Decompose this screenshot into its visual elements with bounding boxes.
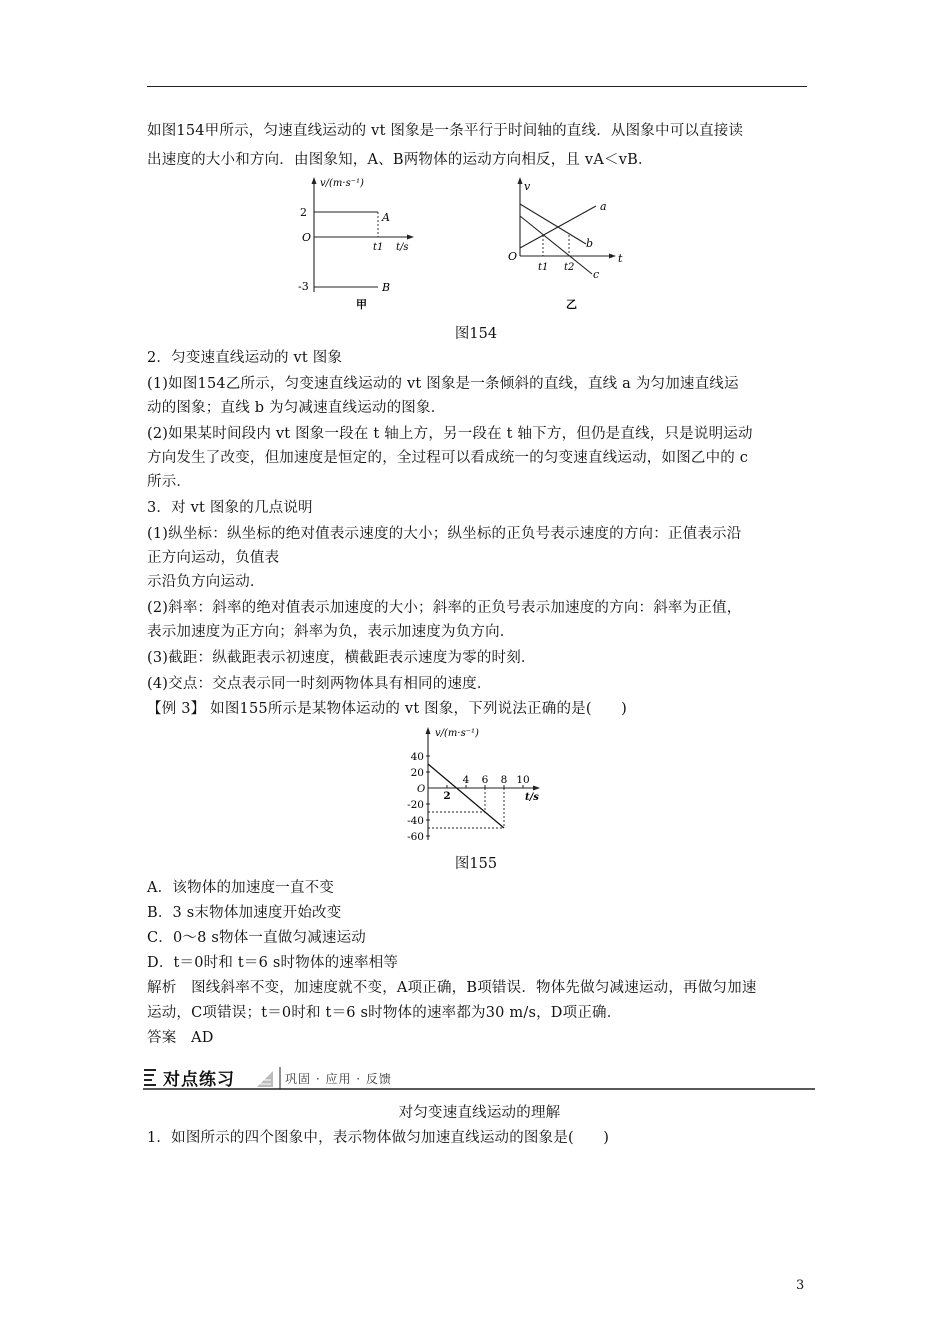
figure-155-caption: 图155 xyxy=(454,856,498,872)
intro-line-2: 出速度的大小和方向．由图象知，A、B两物体的运动方向相反，且 vA＜vB． xyxy=(147,152,653,168)
practice-topic: 对匀变速直线运动的理解 xyxy=(398,1105,561,1121)
header-rule xyxy=(147,86,807,87)
practice-title: 对点练习 xyxy=(163,1070,235,1090)
yi-t2: t2 xyxy=(564,262,575,273)
practice-question-1: 1．如图所示的四个图象中，表示物体做匀加速直线运动的图象是( ) xyxy=(147,1130,610,1146)
intro-line-1: 如图154甲所示，匀速直线运动的 vt 图象是一条平行于时间轴的直线．从图象中可以直接读 xyxy=(147,123,744,139)
sec2-p2b: 方向发生了改变，但加速度是恒定的，全过程可以看成统一的匀变速直线运动，如图乙中的 c xyxy=(147,450,749,466)
practice-section-header xyxy=(143,1063,815,1091)
jia-name: 甲 xyxy=(356,298,367,311)
sec3-p1a: (1)纵坐标：纵坐标的绝对值表示速度的大小；纵坐标的正负号表示速度的方向：正值表示沿 xyxy=(147,526,742,542)
sec3-p4: (4)交点：交点表示同一时刻两物体具有相同的速度． xyxy=(147,676,492,692)
option-d: D．t＝0时和 t＝6 s时物体的速率相等 xyxy=(147,955,399,971)
figure-154-yi xyxy=(500,172,640,312)
sec2-p2a: (2)如果某时间段内 vt 图象一段在 t 轴上方，另一段在 t 轴下方，但仍是直线，只是说明运动 xyxy=(147,426,753,442)
chart155-origin: O xyxy=(417,784,426,795)
figure-155 xyxy=(395,722,560,848)
chart155-ytick-label: -60 xyxy=(407,831,424,843)
sec3-p2a: (2)斜率：斜率的绝对值表示加速度的大小；斜率的正负号表示加速度的方向：斜率为正值， xyxy=(147,600,742,616)
sec3-p2b: 表示加速度为正方向；斜率为负，表示加速度为负方向． xyxy=(147,624,515,640)
chart155-ytick-label: -40 xyxy=(407,815,424,827)
jia-t1: t1 xyxy=(373,242,384,253)
yi-origin: O xyxy=(508,250,518,263)
chart155-xtick-label: 10 xyxy=(516,774,530,786)
option-b: B．3 s末物体加速度开始改变 xyxy=(147,905,342,921)
jia-label-b: B xyxy=(382,281,391,294)
chart155-xlabel: t/s xyxy=(525,792,539,803)
option-a: A．该物体的加速度一直不变 xyxy=(147,880,335,896)
chart155-ytick-label: 40 xyxy=(410,751,424,763)
sec3-p3: (3)截距：纵截距表示初速度，横截距表示速度为零的时刻． xyxy=(147,650,536,666)
jia-ylabel: v/(m·s⁻¹) xyxy=(320,178,364,189)
chart155-ytick-label: -20 xyxy=(407,799,424,811)
chart155-xtick-label: 6 xyxy=(481,774,489,786)
yi-xlabel: t xyxy=(618,252,623,265)
sec2-p2c: 所示． xyxy=(147,474,192,490)
chart155-ytick-label: 20 xyxy=(410,767,424,779)
yi-label-a: a xyxy=(600,200,607,213)
yi-ylabel: v xyxy=(524,180,531,193)
sec3-p1c: 示沿负方向运动． xyxy=(147,574,265,590)
sec2-p1b: 动的图象；直线 b 为匀减速直线运动的图象． xyxy=(147,400,446,416)
jia-ytick-neg3: -3 xyxy=(298,280,309,293)
yi-name: 乙 xyxy=(566,298,577,311)
chart155-xtick-label: 8 xyxy=(500,774,508,786)
option-c: C．0～8 s物体一直做匀减速运动 xyxy=(147,930,366,946)
jia-xlabel: t/s xyxy=(396,242,409,253)
example-3-question: 【例 3】 如图155所示是某物体运动的 vt 图象，下列说法正确的是( ) xyxy=(147,701,627,717)
chart155-xtick-label: 2 xyxy=(443,790,451,802)
analysis-line-1: 解析 图线斜率不变，加速度就不变，A项正确，B项错误．物体先做匀减速运动，再做匀加速 xyxy=(147,980,757,996)
jia-origin: O xyxy=(302,231,312,244)
yi-t1: t1 xyxy=(538,262,549,273)
analysis-line-2: 运动，C项错误；t＝0时和 t＝6 s时物体的速率都为30 m/s，D项正确． xyxy=(147,1005,622,1021)
chart155-xtick-label: 4 xyxy=(462,774,470,786)
sec3-p1b: 正方向运动，负值表 xyxy=(147,550,280,566)
sec3-heading: 3．对 vt 图象的几点说明 xyxy=(147,500,313,516)
yi-label-c: c xyxy=(593,268,600,281)
figure-154-caption: 图154 xyxy=(454,326,498,342)
sec2-heading: 2．匀变速直线运动的 vt 图象 xyxy=(147,350,343,366)
page-number: 3 xyxy=(796,1278,805,1293)
sec2-p1a: (1)如图154乙所示，匀变速直线运动的 vt 图象是一条倾斜的直线，直线 a 为匀加速直线运 xyxy=(147,376,739,392)
jia-ytick-2: 2 xyxy=(300,206,307,219)
answer: 答案 AD xyxy=(147,1030,214,1046)
figure-154-jia xyxy=(290,172,450,312)
practice-wedge-icon xyxy=(257,1071,273,1087)
yi-label-b: b xyxy=(586,237,594,250)
chart155-ylabel: v/(m·s⁻¹) xyxy=(435,728,479,739)
practice-subtitle: 巩固 · 应用 · 反馈 xyxy=(285,1072,392,1086)
practice-lines-icon xyxy=(144,1069,156,1086)
jia-label-a: A xyxy=(382,211,390,224)
